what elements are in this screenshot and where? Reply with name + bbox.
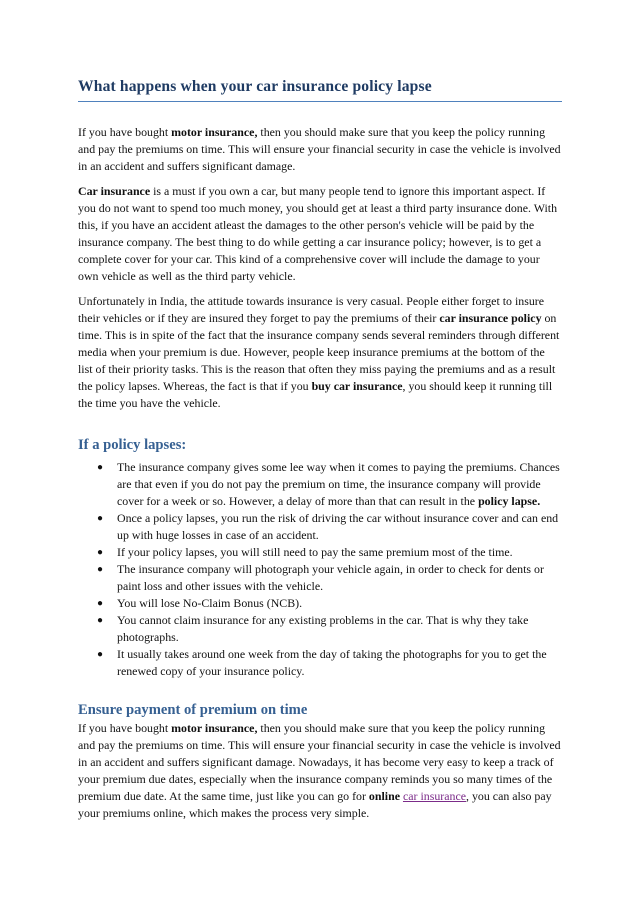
india-paragraph	[78, 293, 562, 412]
car-insurance-bold: Car insurance	[78, 184, 151, 198]
list-item	[78, 595, 562, 612]
ensure-bold-motor-insurance: motor insurance,	[171, 721, 258, 735]
intro-text-c: then you should make sure that you keep the policy running and pay the premiums on time. This will ensure your financial security in case the vehicle is involved in an accident and suffers significant damage.	[78, 125, 561, 173]
page-title: What happens when your car insurance policy lapse	[78, 77, 562, 102]
car-insurance-paragraph	[78, 183, 562, 285]
bullet-icon: ●	[97, 649, 104, 660]
car-insurance-link[interactable]: car insurance	[402, 789, 467, 803]
section-heading-policy-lapses: If a policy lapses:	[78, 437, 187, 453]
intro-bold-motor-insurance: motor insurance,	[171, 125, 258, 139]
list-item	[78, 646, 562, 680]
ensure-text-c: then you should make sure that you keep the policy running and pay the premiums on time. This will ensure your financial security in case the vehicle is involved in an accident and suffers significant damage. Nowadays, it has become very easy to keep a track of your premium due dates, especially when the insurance company reminds you so many times of the premium due date. At the same time, just like you can go for	[78, 721, 561, 803]
bullet-icon: ●	[97, 615, 104, 626]
list-item-text: If your policy lapses, you will still need to pay the same premium most of the time.	[117, 545, 513, 559]
list-item-text: Once a policy lapses, you run the risk of driving the car without insurance cover and can end up with huge losses in case of an accident.	[117, 511, 559, 542]
list-item	[78, 459, 562, 510]
india-text-a: Unfortunately in India, the attitude towards insurance is very casual. People either forget to insure their vehicles or if they are insured they forget to pay the premiums of their	[78, 294, 545, 325]
list-item	[78, 612, 562, 646]
list-item	[78, 544, 562, 561]
india-text-e: , you should keep it running till the time you have the vehicle.	[78, 379, 553, 410]
india-text-c: on time. This is in spite of the fact that the insurance company sends several reminders through different media when your premium is due. However, people keep insurance premiums at the bottom of the list of their priority tasks. This is the reason that often they miss paying the premiums and as a result the policy lapses. Whereas, the fact is that if you	[78, 311, 560, 393]
india-bold-buy: buy car insurance	[311, 379, 403, 393]
bullet-icon: ●	[97, 547, 104, 558]
intro-text-a: If you have bought	[78, 125, 172, 139]
ensure-bold-online: online	[368, 789, 400, 803]
list-item	[78, 510, 562, 544]
car-insurance-text: is a must if you own a car, but many people tend to ignore this important aspect. If you do not want to spend too much money, you should get at least a third party insurance done. With this, if you have an accident atleast the damages to the other person's vehicle will be paid by the insurance company. The best thing to do while getting a car insurance policy; however, is to get a complete cover for your car. This kind of a comprehensive cover will include the damage to your own vehicle as well as the third party vehicle.	[78, 184, 558, 283]
bullet-icon: ●	[97, 564, 104, 575]
intro-paragraph	[78, 124, 562, 175]
bullet-icon: ●	[97, 513, 104, 524]
list-item-text: It usually takes around one week from the day of taking the photographs for you to get the renewed copy of your insurance policy.	[117, 647, 547, 678]
bullet-icon: ●	[97, 462, 104, 473]
ensure-text-f: , you can also pay your premiums online, which makes the process very simple.	[78, 789, 552, 820]
lapse-bullet-list	[78, 459, 562, 680]
ensure-text-a: If you have bought	[78, 721, 172, 735]
section-heading-ensure-payment: Ensure payment of premium on time	[78, 702, 308, 718]
ensure-payment-paragraph	[78, 720, 562, 822]
list-item-text: You cannot claim insurance for any existing problems in the car. That is why they take photographs.	[117, 613, 529, 644]
list-item	[78, 561, 562, 595]
document-page	[78, 77, 562, 822]
bullet-icon: ●	[97, 598, 104, 609]
india-bold-policy: car insurance policy	[439, 311, 542, 325]
list-item-text: The insurance company gives some lee way when it comes to paying the premiums. Chances are that even if you do not pay the premium on time, the insurance company will provide cover for a week or so. However, a delay of more than that can result in the	[117, 460, 560, 508]
list-item-text: The insurance company will photograph your vehicle again, in order to check for dents or paint loss and other issues with the vehicle.	[117, 562, 544, 593]
list-item-text: You will lose No-Claim Bonus (NCB).	[117, 596, 303, 610]
list-item-bold: policy lapse.	[478, 494, 541, 508]
